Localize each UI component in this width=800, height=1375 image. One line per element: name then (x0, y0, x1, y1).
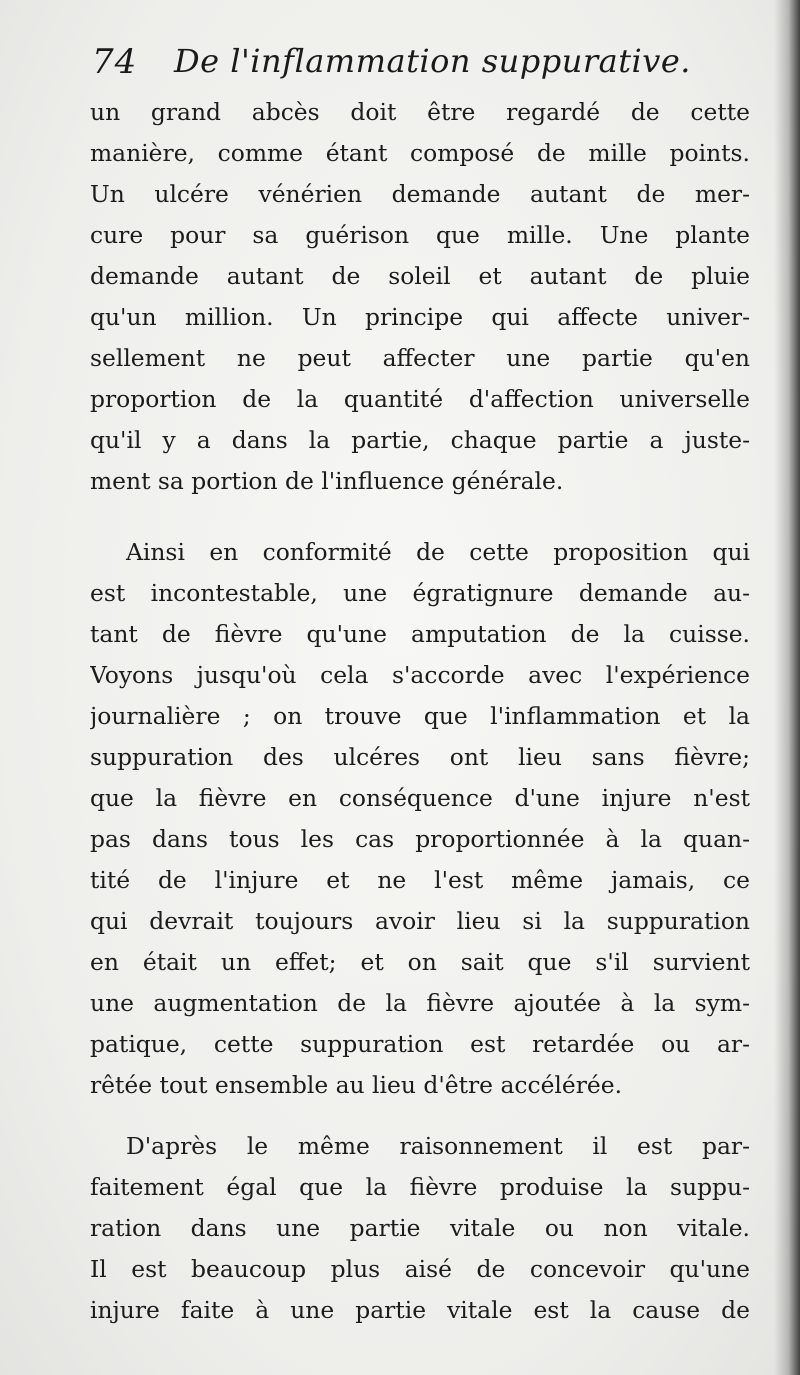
running-title: De l'inflammation suppurative. (174, 42, 691, 80)
text-line: ment sa portion de l'influence générale. (90, 467, 564, 495)
text-line: cure pour sa guérison que mille. Une plante (90, 221, 750, 249)
text-line: Il est beaucoup plus aisé de concevoir qu'une (90, 1255, 750, 1283)
text-line: ration dans une partie vitale ou non vitale. (90, 1214, 750, 1242)
text-line: tant de fièvre qu'une amputation de la cuisse. (90, 620, 750, 648)
paragraph-1 (90, 92, 750, 502)
text-line: sellement ne peut affecter une partie qu'en (90, 344, 750, 372)
page-number: 74 (92, 42, 138, 82)
text-line: Voyons jusqu'où cela s'accorde avec l'expérience (90, 661, 750, 689)
text-line: Ainsi en conformité de cette proposition qui (126, 538, 750, 566)
text-line: injure faite à une partie vitale est la cause de (90, 1296, 750, 1324)
text-line: est incontestable, une égratignure demande au- (90, 579, 750, 607)
text-line: qui devrait toujours avoir lieu si la suppuration (90, 907, 750, 935)
text-line: un grand abcès doit être regardé de cette (90, 98, 750, 126)
text-line: que la fièvre en conséquence d'une injure n'est (90, 784, 750, 812)
paragraph-2 (90, 532, 750, 1106)
page-shadow-edge (774, 0, 800, 1375)
text-line: Un ulcére vénérien demande autant de mer- (90, 180, 750, 208)
text-line: en était un effet; et on sait que s'il survient (90, 948, 750, 976)
text-line: rêtée tout ensemble au lieu d'être accélérée. (90, 1071, 623, 1099)
text-line: D'après le même raisonnement il est par- (126, 1132, 750, 1160)
text-line: demande autant de soleil et autant de pluie (90, 262, 750, 290)
text-line: qu'un million. Un principe qui affecte univer- (90, 303, 750, 331)
text-line: faitement égal que la fièvre produise la suppu- (90, 1173, 750, 1201)
text-line: patique, cette suppuration est retardée ou ar- (90, 1030, 750, 1058)
page-header (92, 38, 732, 98)
text-line: pas dans tous les cas proportionnée à la quan- (90, 825, 750, 853)
text-line: une augmentation de la fièvre ajoutée à la sym- (90, 989, 750, 1017)
text-line: tité de l'injure et ne l'est même jamais, ce (90, 866, 750, 894)
text-line: manière, comme étant composé de mille points. (90, 139, 750, 167)
paragraph-3 (90, 1126, 750, 1331)
text-line: qu'il y a dans la partie, chaque partie a juste- (90, 426, 750, 454)
text-line: journalière ; on trouve que l'inflammation et la (90, 702, 750, 730)
text-line: suppuration des ulcéres ont lieu sans fièvre; (90, 743, 750, 771)
text-line: proportion de la quantité d'affection universelle (90, 385, 750, 413)
